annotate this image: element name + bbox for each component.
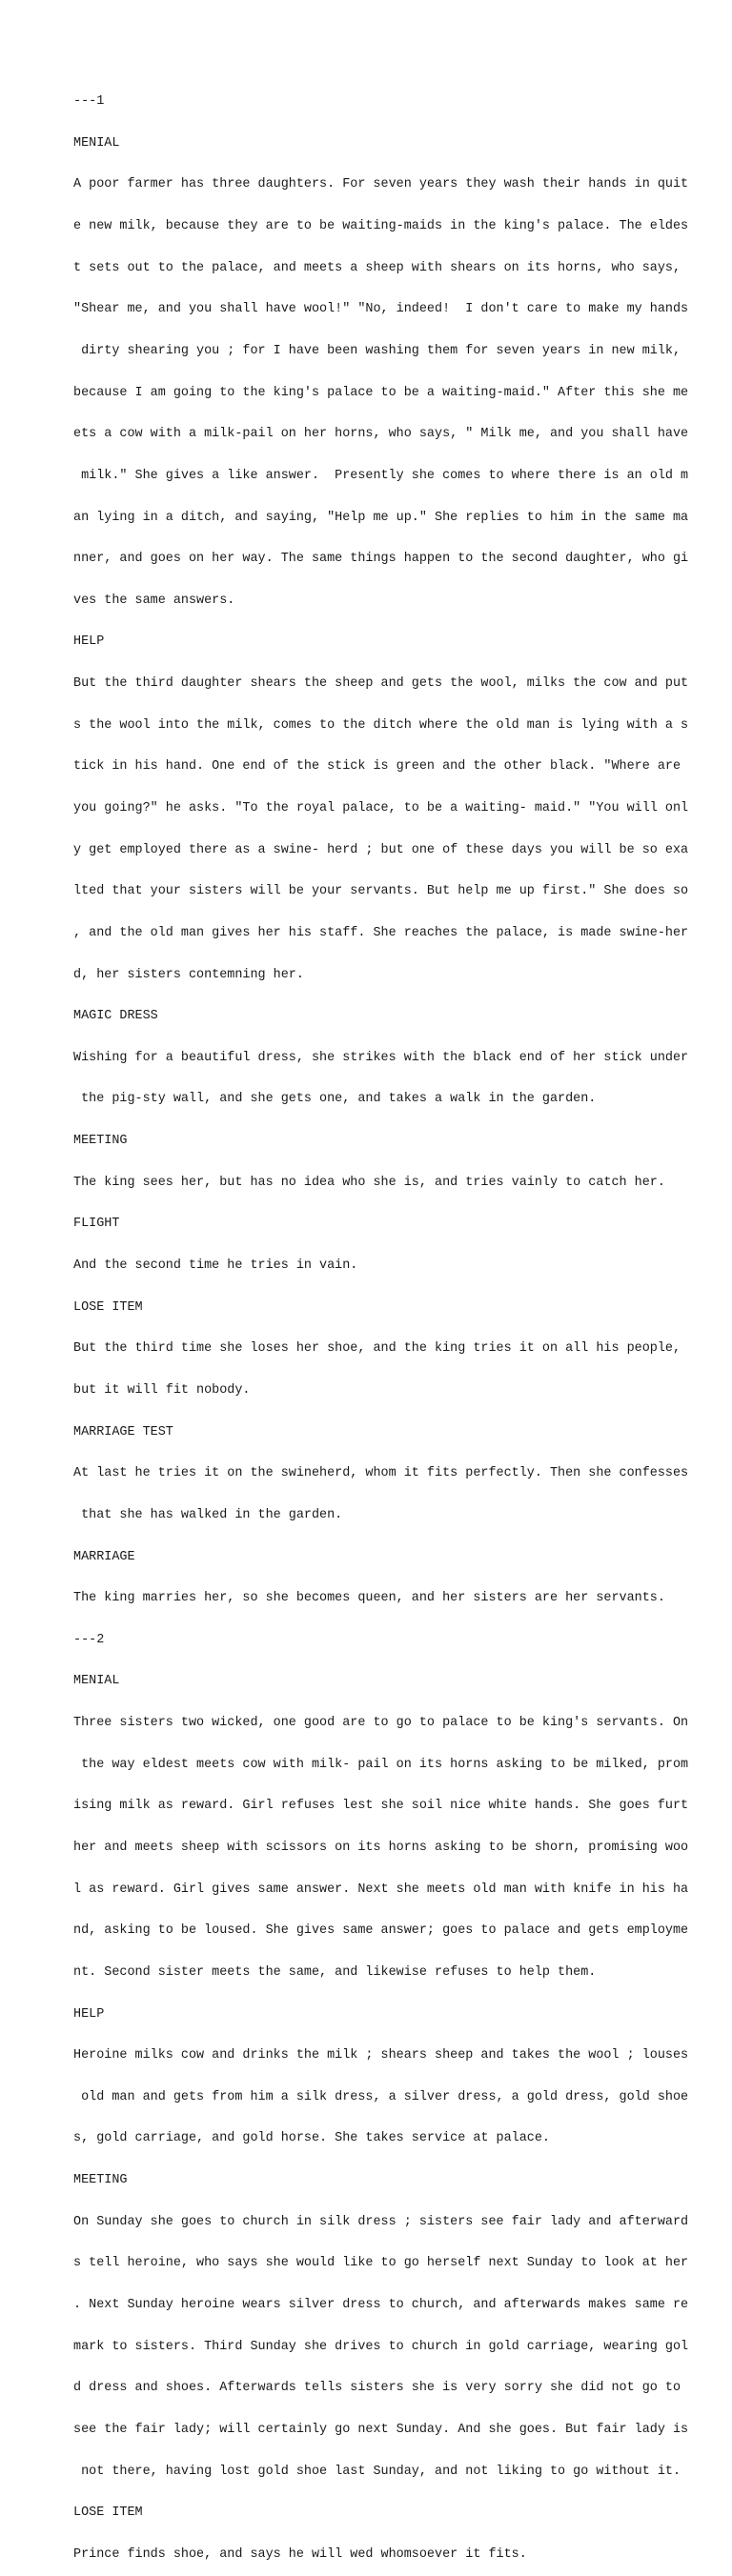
text-line: s, gold carriage, and gold horse. She takes service at palace.	[73, 2131, 550, 2146]
text-line: nd, asking to be loused. She gives same answer; goes to palace and gets employme	[73, 1923, 689, 1939]
text-line: The king marries her, so she becomes queen, and her sisters are her servants.	[73, 1591, 665, 1606]
text-line: y get employed there as a swine- herd ; but one of these days you will be so exa	[73, 842, 689, 857]
document-body	[73, 68, 731, 2576]
text-line: . Next Sunday heroine wears silver dress to church, and afterwards makes same re	[73, 2298, 689, 2313]
text-line: HELP	[73, 634, 105, 650]
text-line: t sets out to the palace, and meets a sheep with shears on its horns, who says,	[73, 260, 681, 275]
text-line: not there, having lost gold shoe last Sunday, and not liking to go without it.	[73, 2464, 681, 2479]
text-line: nner, and goes on her way. The same things happen to the second daughter, who gi	[73, 552, 689, 567]
text-line: MARRIAGE TEST	[73, 1424, 173, 1439]
text-line: s the wool into the milk, comes to the ditch where the old man is lying with a s	[73, 717, 689, 733]
text-line: an lying in a ditch, and saying, "Help me up." She replies to him in the same ma	[73, 510, 689, 525]
text-line: the pig-sty wall, and she gets one, and takes a walk in the garden.	[73, 1092, 597, 1107]
text-line: MEETING	[73, 2173, 128, 2188]
text-line: s tell heroine, who says she would like to go herself next Sunday to look at her	[73, 2256, 689, 2271]
text-line: l as reward. Girl gives same answer. Next she meets old man with knife in his ha	[73, 1882, 689, 1897]
text-line: mark to sisters. Third Sunday she drives to church in gold carriage, wearing gol	[73, 2339, 689, 2354]
text-line: HELP	[73, 2006, 105, 2022]
text-line: But the third daughter shears the sheep and gets the wool, milks the cow and put	[73, 676, 689, 692]
text-line: MEETING	[73, 1134, 128, 1149]
text-line: ising milk as reward. Girl refuses lest she soil nice white hands. She goes furt	[73, 1799, 689, 1814]
text-line: On Sunday she goes to church in silk dress ; sisters see fair lady and afterward	[73, 2214, 689, 2229]
text-line: d, her sisters contemning her.	[73, 967, 304, 982]
text-line: milk." She gives a like answer. Presently she comes to where there is an old m	[73, 468, 689, 483]
text-line: "Shear me, and you shall have wool!" "No, indeed! I don't care to make my hands	[73, 302, 689, 317]
text-line: ves the same answers.	[73, 593, 235, 608]
text-line: the way eldest meets cow with milk- pail on its horns asking to be milked, prom	[73, 1757, 689, 1772]
text-line: MAGIC DRESS	[73, 1009, 158, 1024]
text-line: her and meets sheep with scissors on its horns asking to be shorn, promising woo	[73, 1841, 689, 1855]
text-line: Three sisters two wicked, one good are to go to palace to be king's servants. On	[73, 1716, 689, 1731]
text-line: see the fair lady; will certainly go next Sunday. And she goes. But fair lady is	[73, 2422, 689, 2437]
text-line: dirty shearing you ; for I have been washing them for seven years in new milk,	[73, 343, 681, 358]
text-line: The king sees her, but has no idea who she is, and tries vainly to catch her.	[73, 1175, 665, 1190]
text-line: FLIGHT	[73, 1217, 120, 1232]
text-line: that she has walked in the garden.	[73, 1507, 343, 1522]
text-line: Wishing for a beautiful dress, she strikes with the black end of her stick under	[73, 1050, 689, 1065]
text-line: tick in his hand. One end of the stick is green and the other black. "Where are	[73, 759, 681, 775]
text-line: LOSE ITEM	[73, 1299, 143, 1315]
text-line: but it will fit nobody.	[73, 1382, 251, 1398]
text-line: MENIAL	[73, 135, 120, 151]
text-line: But the third time she loses her shoe, and the king tries it on all his people,	[73, 1341, 681, 1357]
text-line: e new milk, because they are to be waiting-maids in the king's palace. The eldes	[73, 219, 689, 234]
text-line: because I am going to the king's palace to be a waiting-maid." After this she me	[73, 385, 689, 400]
text-line: Prince finds shoe, and says he will wed whomsoever it fits.	[73, 2546, 527, 2562]
text-line: At last he tries it on the swineherd, whom it fits perfectly. Then she confesses	[73, 1466, 689, 1481]
text-line: nt. Second sister meets the same, and likewise refuses to help them.	[73, 1964, 597, 1980]
text-line: ---2	[73, 1632, 105, 1647]
text-line: And the second time he tries in vain.	[73, 1258, 358, 1274]
text-line: MARRIAGE	[73, 1549, 135, 1564]
text-line: ets a cow with a milk-pail on her horns, who says, " Milk me, and you shall have	[73, 427, 689, 442]
text-line: lted that your sisters will be your servants. But help me up first." She does so	[73, 884, 689, 899]
text-line: MENIAL	[73, 1674, 120, 1689]
text-line: Heroine milks cow and drinks the milk ; shears sheep and takes the wool ; louses	[73, 2048, 689, 2063]
text-line: LOSE ITEM	[73, 2506, 143, 2521]
text-line: you going?" he asks. "To the royal palace, to be a waiting- maid." "You will onl	[73, 800, 689, 815]
text-line: ---1	[73, 94, 105, 110]
text-line: , and the old man gives her his staff. She reaches the palace, is made swine-her	[73, 925, 689, 940]
text-line: old man and gets from him a silk dress, a silver dress, a gold dress, gold shoe	[73, 2089, 689, 2104]
text-line: d dress and shoes. Afterwards tells sisters she is very sorry she did not go to	[73, 2381, 681, 2396]
text-line: A poor farmer has three daughters. For seven years they wash their hands in quit	[73, 177, 689, 192]
